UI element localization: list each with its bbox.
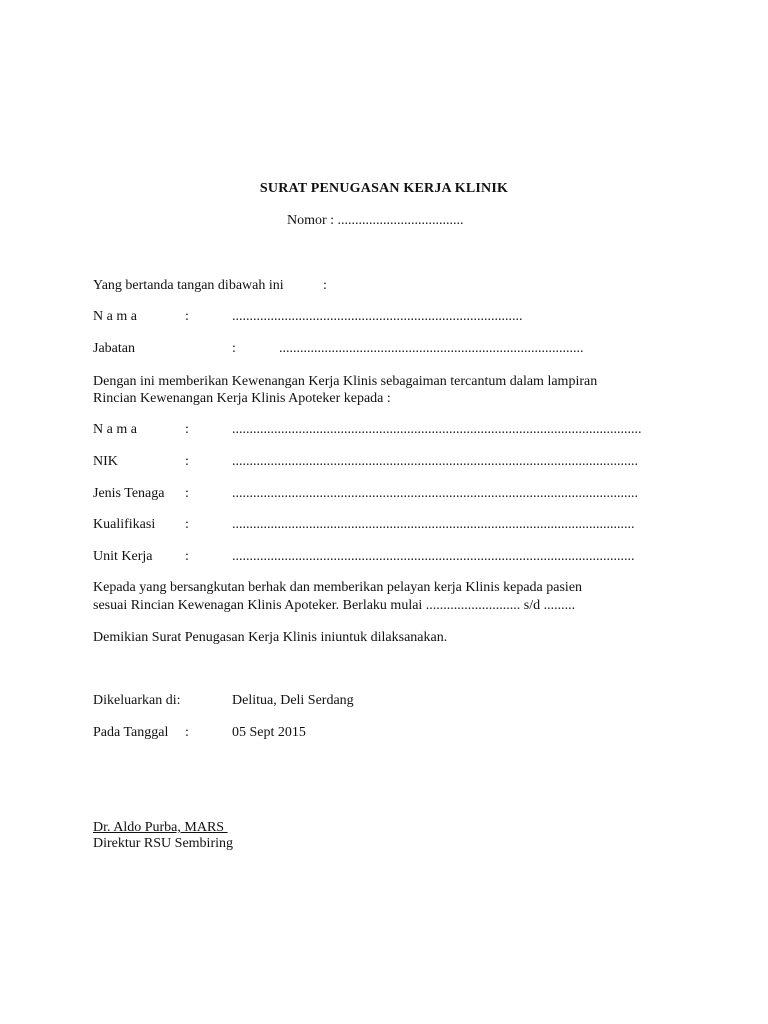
closing-statement: Demikian Surat Penugasan Kerja Klinis iniuntuk dilaksanakan. (93, 630, 448, 645)
issued-place-label: Dikeluarkan di: (93, 693, 181, 708)
recipient-qualification-colon: : (185, 517, 189, 532)
recipient-nik-colon: : (185, 454, 189, 469)
document-number: Nomor : .................................... (287, 213, 464, 228)
recipient-work-unit-value: ................................................................................................................... (232, 549, 635, 564)
signer-title: Direktur RSU Sembiring (93, 836, 233, 851)
recipient-name-colon: : (185, 422, 189, 437)
recipient-name-value: ..................................................................................................................... (232, 422, 642, 437)
signer-name-label: N a m a (93, 309, 137, 324)
recipient-qualification-value: ................................................................................................................... (232, 517, 635, 532)
signer-name: Dr. Aldo Purba, MARS (93, 820, 228, 835)
recipient-staff-type-label: Jenis Tenaga (93, 486, 165, 501)
grant-line-2: Rincian Kewenangan Kerja Klinis Apoteker kepada : (93, 391, 391, 406)
grant-line-1: Dengan ini memberikan Kewenangan Kerja Klinis sebagaiman tercantum dalam lampiran (93, 374, 598, 389)
recipient-work-unit-label: Unit Kerja (93, 549, 153, 564)
signer-name-value: ................................................................................... (232, 309, 523, 324)
recipient-name-label: N a m a (93, 422, 137, 437)
recipient-work-unit-colon: : (185, 549, 189, 564)
authority-line-2: sesuai Rincian Kewenagan Klinis Apoteker. Berlaku mulai ........................... s/d ......... (93, 598, 576, 613)
issued-place-value: Delitua, Deli Serdang (232, 693, 354, 708)
recipient-qualification-label: Kualifikasi (93, 517, 156, 532)
signer-position-colon: : (232, 341, 236, 356)
recipient-staff-type-value: .................................................................................................................... (232, 486, 638, 501)
signer-position-value: ....................................................................................... (279, 341, 584, 356)
issued-date-value: 05 Sept 2015 (232, 725, 306, 740)
recipient-nik-value: .................................................................................................................... (232, 454, 638, 469)
recipient-staff-type-colon: : (185, 486, 189, 501)
intro-label: Yang bertanda tangan dibawah ini (93, 278, 284, 293)
signer-position-label: Jabatan (93, 341, 135, 356)
issued-date-label: Pada Tanggal (93, 725, 169, 740)
signer-name-colon: : (185, 309, 189, 324)
authority-line-1: Kepada yang bersangkutan berhak dan memberikan pelayan kerja Klinis kepada pasien (93, 580, 583, 595)
document-title: SURAT PENUGASAN KERJA KLINIK (259, 181, 509, 196)
recipient-nik-label: NIK (93, 454, 118, 469)
issued-date-colon: : (185, 725, 189, 740)
intro-colon: : (323, 278, 327, 293)
